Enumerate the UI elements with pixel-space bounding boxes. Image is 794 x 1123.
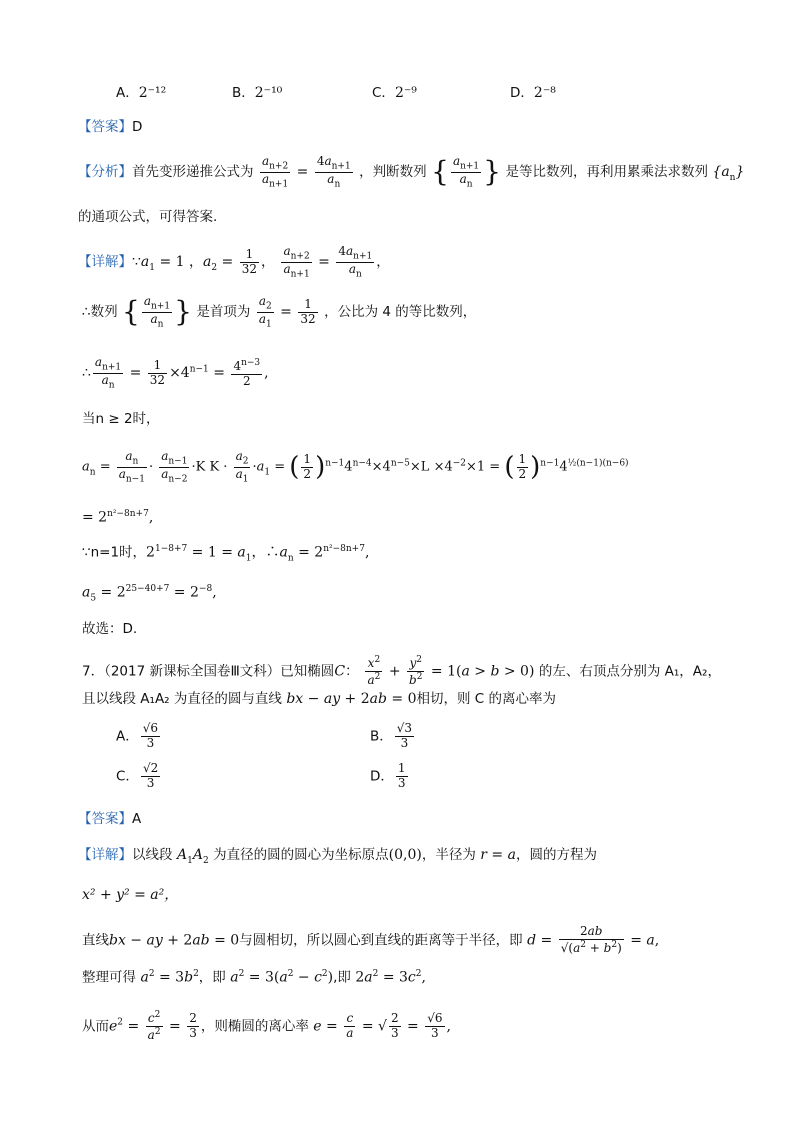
detail-prev-line3: ∴ $\frac{a_{n+1}}{a_n}$ = $\frac{1}{32}$ $\times 4^{n-1}$ = $\frac{4^{n-3}}{2}$ , (82, 355, 269, 391)
detail-prev-conclusion: 故选：D. (82, 621, 138, 637)
detail-prev-line4: 当n ≥ 2时， (82, 411, 160, 427)
detail-prev-line6: = $2^{n^2-8n+7}$, (82, 509, 154, 526)
detail-prev-line7: ∵n=1时，$2^{1-8+7} = 1 = a_1$，$\therefore a_n = 2^{n^2-8n+7}$, (82, 544, 370, 564)
detail-prev-line8: $a_5 = 2^{25-40+7} = 2^{-8}$, (82, 584, 217, 604)
q7-option-a: A． $\frac{√6}{3}$ (116, 721, 159, 750)
q7-option-c: C． $\frac{√2}{3}$ (116, 761, 159, 790)
prev-option-b: B．2⁻¹⁰ (232, 85, 283, 101)
analysis-line2: 的通项公式，可得答案. (78, 209, 218, 225)
q7-detail-line1: 【详解】以线段 $A_1A_2$ 为直径的圆的圆心为坐标原点(0,0)，半径为 r = a，圆的方程为 (78, 847, 597, 866)
q7-option-b: B． $\frac{√3}{3}$ (370, 721, 413, 750)
q7-stem-line2: 且以线段 A₁A₂ 为直径的圆与直线 bx − ay + 2ab = 0相切，则 C 的离心率为 (82, 691, 557, 707)
prev-option-a: A．2⁻¹² (116, 85, 167, 101)
q7-detail-line3: 直线bx − ay + 2ab = 0与圆相切，所以圆心到直线的距离等于半径，即 d = $\frac{2ab}{√(a^2 + b^2)}$ = a, (82, 924, 660, 955)
prev-option-c: C．2⁻⁹ (372, 85, 417, 101)
q7-answer: 【答案】A (78, 811, 142, 827)
q7-detail-line5: 从而$e^2$ = $\frac{c^2}{a^2}$ = $\frac{2}{3}$ ，则椭圆的离心率 e = $\frac{c}{a}$ = √ $\frac{2}{3}$ = $\frac{√6}{3}$ , (82, 1010, 451, 1042)
q7-stem-line1: 7．（2017 新课标全国卷Ⅲ文科）已知椭圆C： $\frac{x^2}{a^2}$ + $\frac{y^2}{b^2}$ = 1(a > b > 0) 的左、右顶点分别为 A₁，A₂， (82, 655, 721, 687)
q7-detail-line2: x² + y² = a²， (82, 887, 179, 903)
detail-prev-line1: 【详解】$\because a_1 = 1$ ，$a_2$ = $\frac{1}{32}$ ， $\frac{a_{n+2}}{a_{n+1}}$ = $\frac{4a_{n+1}}{a_n}$ ， (78, 244, 390, 280)
q7-option-d: D． $\frac{1}{3}$ (370, 761, 406, 790)
analysis-line1: 【分析】首先变形递推公式为 $\frac{a_{n+2}}{a_{n+1}}$ = $\frac{4a_{n+1}}{a_n}$ ，判断数列 { $\frac{a_{n+1}}{a_n}$ } 是等比数列，再利用累乘法求数列 $\{a_n\}$ (78, 154, 745, 190)
prev-answer: 【答案】D (78, 119, 143, 135)
q7-detail-line4: 整理可得 $a^2 = 3b^2$，即 $a^2 = 3(a^2 - c^2)$,即 $2a^2 = 3c^2$, (82, 969, 426, 986)
detail-prev-line5: $a_n$ = $\frac{a_n}{a_{n-1}}$ · $\frac{a_{n-1}}{a_{n-2}}$ ·K K · $\frac{a_2}{a_1}$ $\cdot a_1$ = ( $\frac{1}{2}$ )$^{n-1}4^{n-4}\times 4^{n-5}\times L \times 4^{-2}\times 1$ = ( $\frac{1}{2}$ )$^{n-1}4^{\frac{1}{2}(n-1)(n-6)}$ (82, 449, 629, 485)
detail-prev-line2: ∴数列 { $\frac{a_{n+1}}{a_n}$ } 是首项为 $\frac{a_2}{a_1}$ = $\frac{1}{32}$ ，公比为 4 的等比数列， (82, 294, 477, 330)
prev-option-d: D．2⁻⁸ (510, 85, 556, 101)
